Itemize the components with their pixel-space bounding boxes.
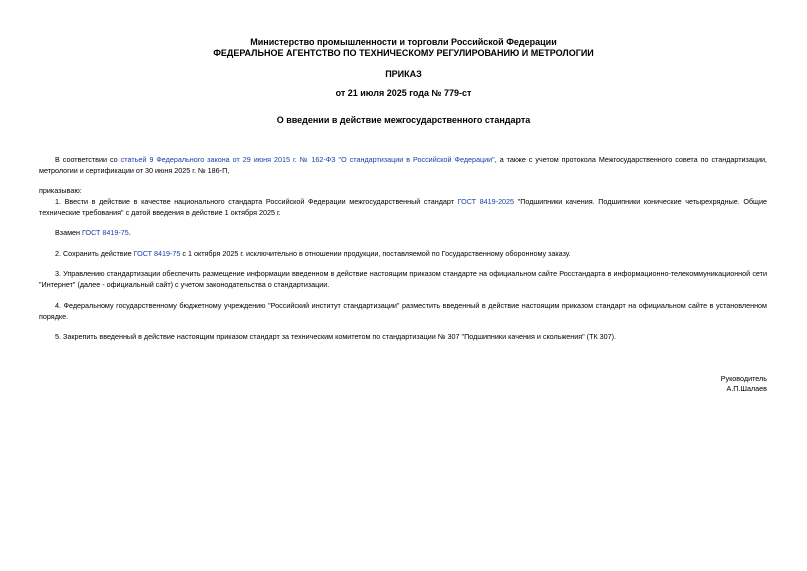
law-link[interactable]: статьей 9 Федерального закона от 29 июня 2015 г. № 162-ФЗ "О стандартизации в Российской Федерации" [120, 155, 495, 164]
item-1-text-before: 1. Ввести в действие в качестве национального стандарта Российской Федерации межгосударственный стандарт [55, 197, 458, 206]
agency-title: ФЕДЕРАЛЬНОЕ АГЕНТСТВО ПО ТЕХНИЧЕСКОМУ РЕГУЛИРОВАНИЮ И МЕТРОЛОГИИ [213, 48, 594, 58]
document-date-number: от 21 июля 2025 года № 779-ст [335, 88, 472, 98]
document-subject: О введении в действие межгосударственного стандарта [276, 115, 531, 125]
replacement-text-after: . [128, 228, 131, 237]
gost-8419-2025-link[interactable]: ГОСТ 8419-2025 [457, 197, 515, 206]
item-2-paragraph [39, 249, 767, 260]
replacement-paragraph [39, 228, 767, 239]
replacement-text-before: Взамен [55, 228, 82, 237]
item-1-text-after: "Подшипники качения. Подшипники конические четырехрядные. Общие технические требования" с датой введения в действие 1 октября 2025 г. [39, 197, 767, 217]
preamble-text-after: , а также с учетом протокола Межгосударственного совета по стандартизации, метрологии и сертификации от 30 июня 2025 г. № 186-П, [39, 155, 767, 175]
item-2-text-after: с 1 октября 2025 г. исключительно в отношении продукции, поставляемой по Государственному оборонному заказу. [180, 249, 571, 258]
item-3-paragraph: 3. Управлению стандартизации обеспечить размещение информации введенном в действие настоящим приказом стандарте на официальном сайте Росстандарта в информационно-телекоммуникационной сети "Интернет" (далее - официальный сайт) с учетом законодательства о стандартизации. [39, 269, 767, 289]
gost-8419-75-link[interactable]: ГОСТ 8419-75 [82, 228, 129, 237]
document-type: ПРИКАЗ [385, 69, 422, 79]
preamble-paragraph [39, 155, 767, 177]
item-2-text-before: 2. Сохранить действие [55, 249, 134, 258]
gost-8419-75-link-2[interactable]: ГОСТ 8419-75 [133, 249, 181, 258]
item-1-paragraph [39, 197, 767, 219]
signature-block [721, 374, 767, 394]
item-4-paragraph: 4. Федеральному государственному бюджетному учреждению "Российский институт стандартизации" разместить введенный в действие настоящим приказом стандарт на официальном сайте в установленном порядке. [39, 301, 767, 321]
signature-title: Руководитель [720, 374, 767, 383]
signature-name: А.П.Шалаев [726, 384, 767, 393]
item-5-paragraph: 5. Закрепить введенный в действие настоящим приказом стандарт за техническим комитетом по стандартизации № 307 "Подшипники качения и скольжения" (ТК 307). [55, 332, 617, 341]
preamble-text-before: В соответствии со [55, 155, 121, 164]
ministry-title: Министерство промышленности и торговли Российской Федерации [250, 37, 557, 47]
order-word: приказываю: [39, 186, 82, 195]
